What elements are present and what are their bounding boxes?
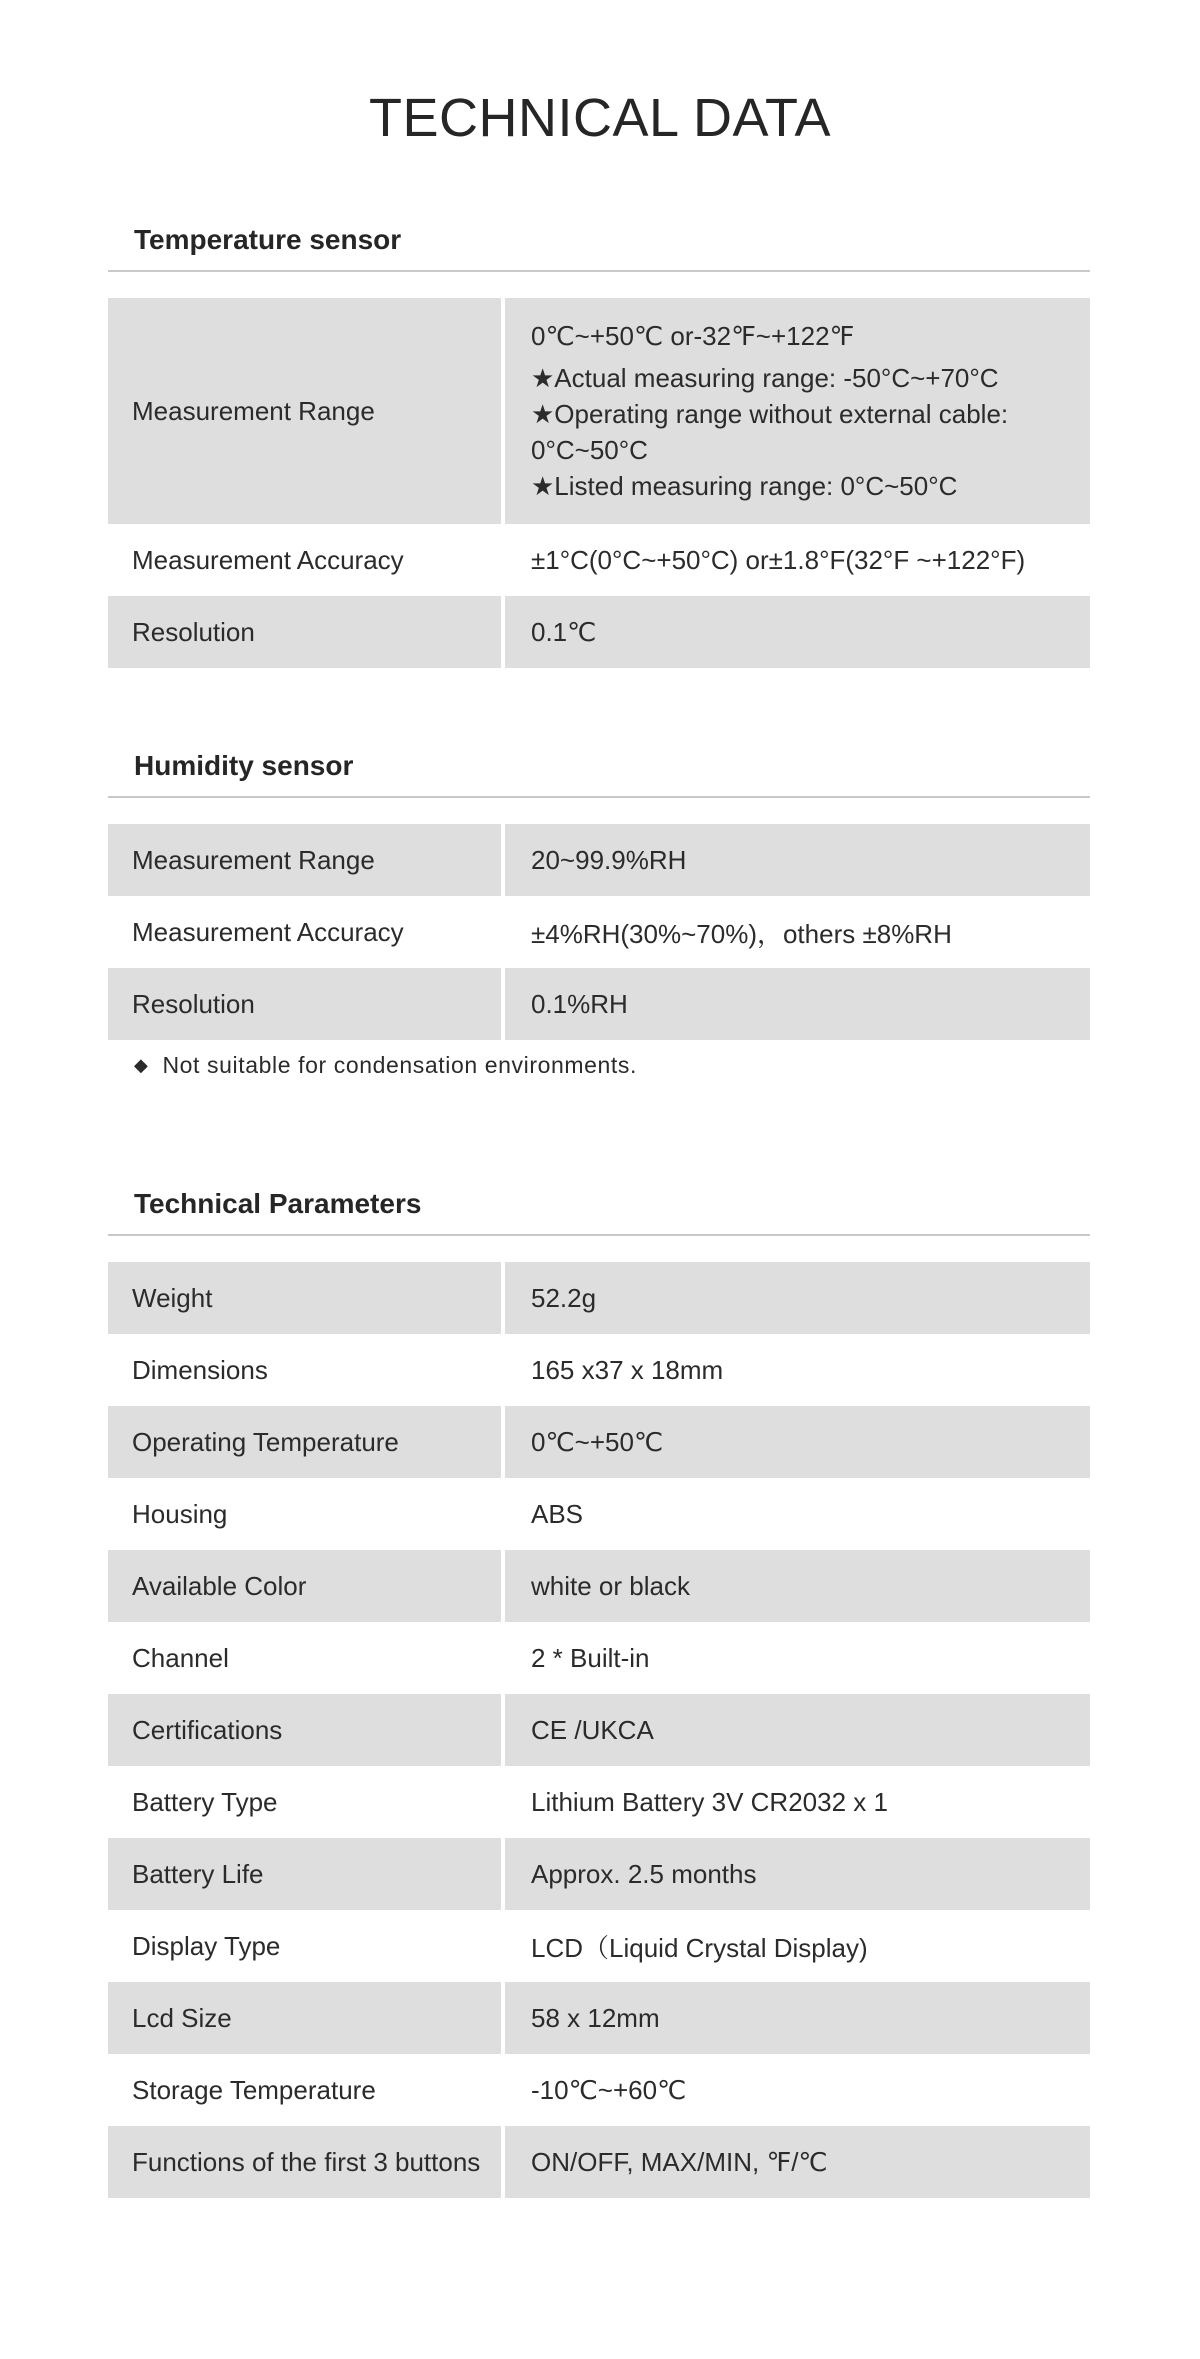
humidity-spec-table: [108, 824, 1090, 1040]
table-row: [108, 2126, 1090, 2198]
spec-value: 58 x 12mm: [505, 1982, 1090, 2054]
humidity-note: [134, 1052, 637, 1079]
table-row: [108, 596, 1090, 668]
spec-label: Storage Temperature: [132, 2074, 376, 2105]
spec-value: [505, 298, 1090, 524]
temperature-sensor-section: [108, 222, 1090, 668]
section-divider: [108, 270, 1090, 272]
page-title: TECHNICAL DATA: [368, 88, 832, 148]
table-row: [108, 1550, 1090, 1622]
spec-value-line: 0°C~50°C: [531, 435, 648, 465]
table-row: [108, 2054, 1090, 2126]
section-title: Technical Parameters: [134, 1188, 422, 1219]
table-row: [108, 1694, 1090, 1766]
spec-value: 165 x37 x 18mm: [531, 1354, 724, 1385]
technical-parameters-section: [108, 1186, 1090, 2198]
spec-label: Housing: [132, 1498, 228, 1529]
table-row: [108, 1910, 1090, 1982]
spec-label: Battery Life: [108, 1838, 501, 1910]
spec-value: 0.1℃: [505, 596, 1090, 668]
section-title: Temperature sensor: [134, 224, 402, 255]
table-row: [108, 1982, 1090, 2054]
spec-value: 20~99.9%RH: [505, 824, 1090, 896]
spec-label: Channel: [132, 1642, 229, 1673]
spec-label: Certifications: [108, 1694, 501, 1766]
spec-label: Measurement Range: [108, 298, 501, 524]
spec-value: 0℃~+50℃: [505, 1406, 1090, 1478]
humidity-sensor-section: [108, 748, 1090, 1040]
spec-value: ±4%RH(30%~70%)，others ±8%RH: [531, 918, 952, 949]
note-text: Not suitable for condensation environments.: [162, 1052, 638, 1078]
spec-value: -10℃~+60℃: [531, 2074, 687, 2105]
table-row: [108, 1622, 1090, 1694]
spec-label: Measurement Accuracy: [132, 916, 404, 947]
spec-label: Dimensions: [132, 1354, 268, 1385]
spec-value-line: ★Actual measuring range: -50°C~+70°C: [531, 363, 999, 393]
spec-value: LCD（Liquid Crystal Display): [531, 1932, 868, 1963]
spec-value-line: ★Operating range without external cable:: [531, 399, 1009, 429]
table-row: [108, 824, 1090, 896]
table-row: [108, 1478, 1090, 1550]
spec-label: Display Type: [132, 1930, 281, 1961]
table-row: [108, 1334, 1090, 1406]
spec-value: Approx. 2.5 months: [505, 1838, 1090, 1910]
spec-value: ±1°C(0°C~+50°C) or±1.8°F(32°F ~+122°F): [531, 544, 1026, 575]
spec-value-line: 0℃~+50℃ or-32℉~+122℉: [531, 321, 855, 351]
table-row: [108, 1406, 1090, 1478]
temperature-spec-table: [108, 298, 1090, 668]
section-title: Humidity sensor: [134, 750, 354, 781]
table-row: [108, 1766, 1090, 1838]
spec-label: Resolution: [108, 596, 501, 668]
spec-value: ON/OFF, MAX/MIN, ℉/℃: [505, 2126, 1090, 2198]
table-row: [108, 298, 1090, 524]
table-row: [108, 896, 1090, 968]
table-row: [108, 1838, 1090, 1910]
section-divider: [108, 796, 1090, 798]
section-divider: [108, 1234, 1090, 1236]
spec-label: Operating Temperature: [108, 1406, 501, 1478]
technical-parameters-table: [108, 1262, 1090, 2198]
spec-label: Measurement Accuracy: [132, 544, 404, 575]
diamond-bullet-icon: ◆: [134, 1055, 149, 1075]
spec-label: Functions of the first 3 buttons: [108, 2126, 501, 2198]
spec-value: 0.1%RH: [505, 968, 1090, 1040]
spec-label: Available Color: [108, 1550, 501, 1622]
spec-label: Resolution: [108, 968, 501, 1040]
table-row: [108, 1262, 1090, 1334]
spec-value: Lithium Battery 3V CR2032 x 1: [531, 1786, 888, 1817]
spec-value: white or black: [505, 1550, 1090, 1622]
table-row: [108, 524, 1090, 596]
spec-value: 2 * Built-in: [531, 1642, 650, 1673]
spec-value: ABS: [531, 1498, 584, 1529]
spec-label: Battery Type: [132, 1786, 278, 1817]
spec-label: Lcd Size: [108, 1982, 501, 2054]
spec-value: 52.2g: [505, 1262, 1090, 1334]
spec-value-line: ★Listed measuring range: 0°C~50°C: [531, 471, 958, 501]
spec-value: CE /UKCA: [505, 1694, 1090, 1766]
spec-label: Measurement Range: [108, 824, 501, 896]
table-row: [108, 968, 1090, 1040]
spec-label: Weight: [108, 1262, 501, 1334]
